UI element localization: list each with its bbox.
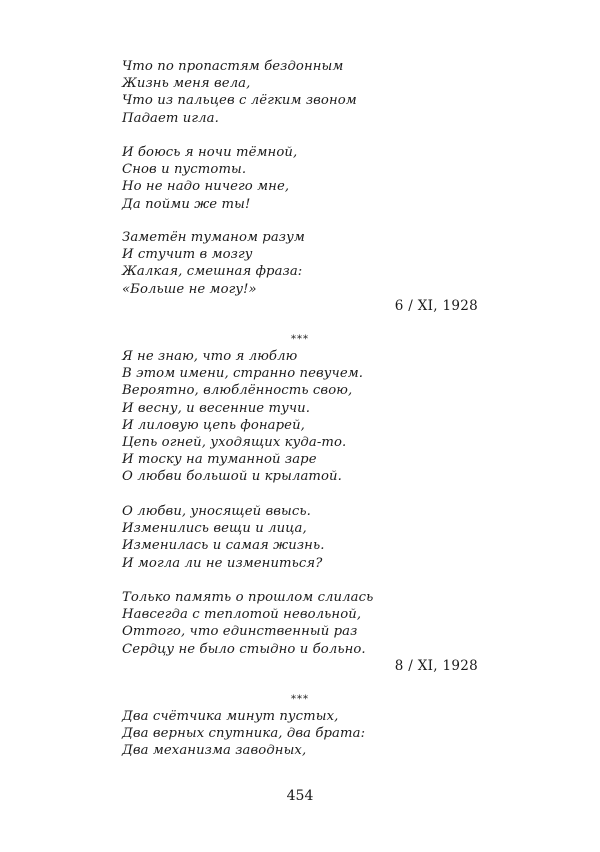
- poem-line: И могла ли не измениться?: [122, 555, 323, 571]
- poem-line: Оттого, что единственный раз: [122, 624, 358, 640]
- poem-line: Падает игла.: [122, 110, 219, 126]
- poem-1-stanza-3: [122, 229, 502, 298]
- poem-line: Сердцу не было стыдно и больно.: [122, 641, 366, 657]
- poem-3-stanza-1: [122, 708, 502, 760]
- section-separator: ***: [291, 694, 309, 705]
- poem-line: Вероятно, влюблённость свою,: [122, 383, 353, 399]
- poem-line: Два счётчика минут пустых,: [122, 709, 339, 724]
- poem-line: Снов и пустоты.: [122, 162, 247, 178]
- poem-line: О любви, уносящей ввысь.: [122, 504, 311, 519]
- poem-line: «Больше не могу!»: [122, 281, 257, 297]
- poem-line: Жизнь меня вела,: [122, 76, 251, 92]
- poem-line: И лиловую цепь фонарей,: [122, 417, 305, 433]
- poem-2-stanza-3: [122, 589, 502, 658]
- poem-1-stanza-1: [122, 58, 502, 127]
- poem-line: Я не знаю, что я люблю: [122, 349, 298, 364]
- poem-line: Что по пропастям бездонным: [122, 59, 344, 74]
- poem-line: Заметён туманом разум: [122, 230, 305, 245]
- poem-line: О любви большой и крылатой.: [122, 469, 342, 485]
- poem-line: Да пойми же ты!: [122, 196, 251, 212]
- poem-line: Два верных спутника, два брата:: [122, 726, 366, 742]
- poem-2-stanza-2: [122, 503, 502, 572]
- poem-line: Два механизма заводных,: [122, 743, 307, 759]
- poem-line: И стучит в мозгу: [122, 247, 253, 263]
- poem-2-stanza-1: [122, 348, 502, 486]
- poem-line: Навсегда с теплотой невольной,: [122, 607, 362, 623]
- poem-line: В этом имени, странно певучем.: [122, 366, 364, 382]
- poem-line: Но не надо ничего мне,: [122, 179, 290, 195]
- poem-2-date: 8 / XI, 1928: [394, 658, 478, 674]
- poem-line: Изменились вещи и лица,: [122, 521, 307, 537]
- poem-line: Изменилась и самая жизнь.: [122, 538, 325, 554]
- section-separator: ***: [291, 334, 309, 345]
- poem-line: Только память о прошлом слилась: [122, 590, 374, 605]
- poem-line: Жалкая, смешная фраза:: [122, 264, 303, 280]
- poem-line: И боюсь я ночи тёмной,: [122, 145, 298, 160]
- poem-line: Что из пальцев с лёгким звоном: [122, 93, 357, 109]
- poem-line: И весну, и весенние тучи.: [122, 400, 311, 416]
- poem-1-date: 6 / XI, 1928: [394, 298, 478, 314]
- poem-line: Цепь огней, уходящих куда-то.: [122, 435, 347, 451]
- page-number: 454: [286, 788, 314, 804]
- poem-line: И тоску на туманной заре: [122, 452, 317, 468]
- poem-1-stanza-2: [122, 144, 502, 213]
